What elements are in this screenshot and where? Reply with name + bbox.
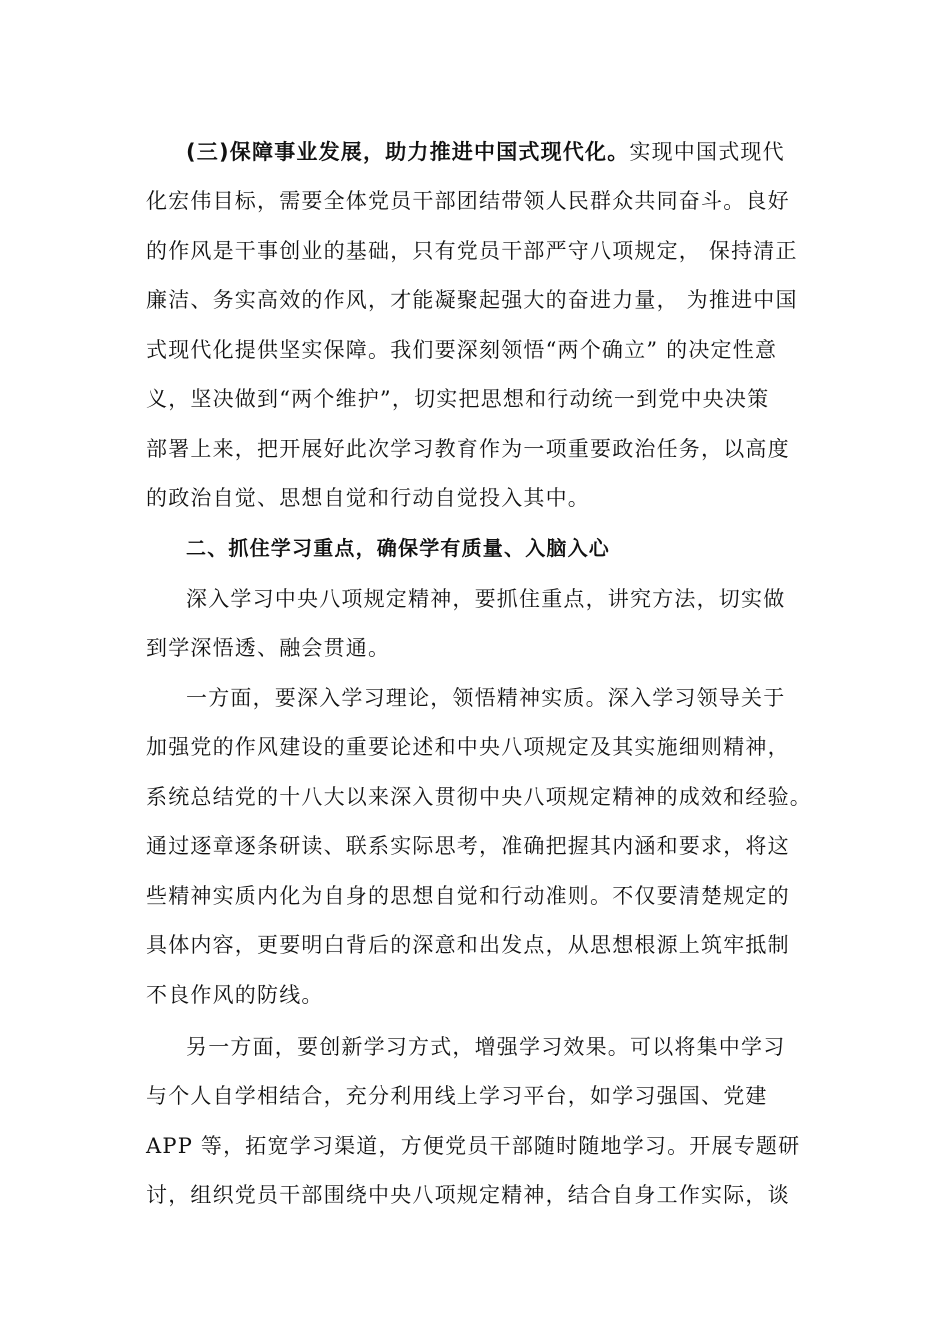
paragraph-line: 廉洁、务实高效的作风，才能凝聚起强大的奋进力量， 为推进中国 [146, 288, 798, 312]
paragraph-line: 通过逐章逐条研读、联系实际思考，准确把握其内涵和要求，将这 [146, 834, 790, 858]
paragraph-line: 讨，组织党员干部围绕中央八项规定精神，结合自身工作实际，谈 [146, 1183, 790, 1207]
paragraph-line: 深入学习中央八项规定精神，要抓住重点，讲究方法，切实做 [186, 587, 786, 611]
paragraph-line: 加强党的作风建设的重要论述和中央八项规定及其实施细则精神， [146, 735, 790, 759]
section-heading: 二、抓住学习重点，确保学有质量、入脑入心 [186, 536, 610, 560]
paragraph-line: 系统总结党的十八大以来深入贯彻中央八项规定精神的成效和经验。 [146, 785, 812, 809]
paragraph-line: 式现代化提供坚实保障。我们要深刻领悟“两个确立” 的决定性意 [146, 338, 778, 362]
paragraph-line: 部署上来，把开展好此次学习教育作为一项重要政治任务，以高度 [146, 437, 790, 461]
paragraph-line: 的政治自觉、思想自觉和行动自觉投入其中。 [146, 486, 590, 510]
paragraph-line: 不良作风的防线。 [146, 983, 324, 1007]
paragraph-line: 到学深悟透、融会贯通。 [146, 636, 391, 660]
paragraph-line: 与个人自学相结合，充分利用线上学习平台，如学习强国、党建 [146, 1084, 768, 1108]
paragraph-line: APP 等，拓宽学习渠道，方便党员干部随时随地学习。开展专题研 [146, 1134, 801, 1158]
paragraph-line: 义，坚决做到“两个维护”，切实把思想和行动统一到党中央决策 [146, 387, 770, 411]
paragraph-line: 些精神实质内化为自身的思想自觉和行动准则。不仅要清楚规定的 [146, 884, 790, 908]
paragraph-text: 实现中国式现代 [629, 140, 785, 164]
paragraph-line: 的作风是干事创业的基础，只有党员干部严守八项规定， 保持清正 [146, 239, 798, 263]
paragraph-line: 另一方面，要创新学习方式，增强学习效果。可以将集中学习 [186, 1035, 786, 1059]
paragraph-line: 化宏伟目标，需要全体党员干部团结带领人民群众共同奋斗。良好 [146, 189, 790, 213]
paragraph-line: 具体内容，更要明白背后的深意和出发点，从思想根源上筑牢抵制 [146, 933, 790, 957]
paragraph-line [186, 137, 785, 167]
section-subheading: (三)保障事业发展，助力推进中国式现代化。 [186, 140, 630, 164]
paragraph-line: 一方面，要深入学习理论，领悟精神实质。深入学习领导关于 [186, 686, 786, 710]
